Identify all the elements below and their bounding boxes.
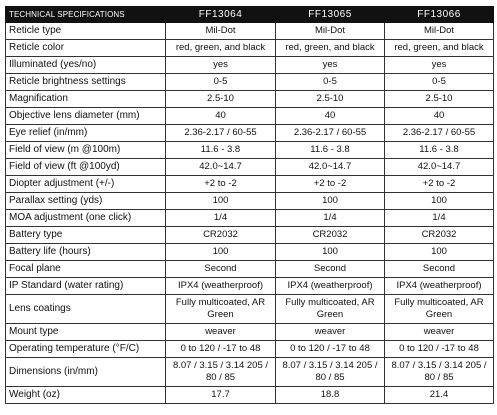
model-header-2: FF13065 xyxy=(276,7,385,23)
spec-value: red, green, and black xyxy=(276,40,385,57)
spec-value: IPX4 (weatherproof) xyxy=(385,278,494,295)
table-row xyxy=(6,91,494,108)
spec-value: 42.0~14.7 xyxy=(166,159,276,176)
spec-value: 18.8 xyxy=(276,387,385,404)
spec-label: Objective lens diameter (mm) xyxy=(6,108,166,125)
spec-value: 100 xyxy=(276,193,385,210)
spec-label: IP Standard (water rating) xyxy=(6,278,166,295)
spec-value: +2 to -2 xyxy=(166,176,276,193)
spec-value: 2.36-2.17 / 60-55 xyxy=(385,125,494,142)
spec-label: Magnification xyxy=(6,91,166,108)
table-row xyxy=(6,193,494,210)
spec-label: Mount type xyxy=(6,324,166,341)
spec-label: Operating temperature (°F/C) xyxy=(6,341,166,358)
spec-label: MOA adjustment (one click) xyxy=(6,210,166,227)
spec-value: 0-5 xyxy=(166,74,276,91)
model-header-3: FF13066 xyxy=(385,7,494,23)
spec-value: 1/4 xyxy=(385,210,494,227)
spec-label: Eye relief (in/mm) xyxy=(6,125,166,142)
spec-value: Second xyxy=(385,261,494,278)
table-row xyxy=(6,341,494,358)
spec-label: Field of view (m @100m) xyxy=(6,142,166,159)
spec-value: 0 to 120 / -17 to 48 xyxy=(276,341,385,358)
table-row xyxy=(6,295,494,324)
table-row xyxy=(6,40,494,57)
spec-value: 2.5-10 xyxy=(385,91,494,108)
spec-value: 40 xyxy=(385,108,494,125)
table-row xyxy=(6,57,494,74)
spec-value: 0 to 120 / -17 to 48 xyxy=(166,341,276,358)
spec-value: 2.5-10 xyxy=(166,91,276,108)
table-row xyxy=(6,210,494,227)
spec-value: weaver xyxy=(276,324,385,341)
spec-value: 2.36-2.17 / 60-55 xyxy=(166,125,276,142)
table-row xyxy=(6,23,494,40)
spec-label: Parallax setting (yds) xyxy=(6,193,166,210)
spec-value: 8.07 / 3.15 / 3.14 205 / 80 / 85 xyxy=(385,358,494,387)
spec-value: 11.6 - 3.8 xyxy=(166,142,276,159)
spec-value: 100 xyxy=(385,193,494,210)
spec-value: Mil-Dot xyxy=(166,23,276,40)
spec-value: 1/4 xyxy=(276,210,385,227)
spec-label: Reticle brightness settings xyxy=(6,74,166,91)
spec-value: +2 to -2 xyxy=(276,176,385,193)
spec-value: 0-5 xyxy=(276,74,385,91)
table-header-row xyxy=(6,7,494,23)
spec-value: 40 xyxy=(276,108,385,125)
table-row xyxy=(6,108,494,125)
technical-specifications-table xyxy=(5,6,494,404)
table-row xyxy=(6,227,494,244)
spec-value: 100 xyxy=(385,244,494,261)
spec-value: 11.6 - 3.8 xyxy=(385,142,494,159)
spec-value: 100 xyxy=(276,244,385,261)
spec-value: 0-5 xyxy=(385,74,494,91)
spec-value: 8.07 / 3.15 / 3.14 205 / 80 / 85 xyxy=(166,358,276,387)
table-row xyxy=(6,324,494,341)
spec-label: Field of view (ft @100yd) xyxy=(6,159,166,176)
spec-value: 42.0~14.7 xyxy=(276,159,385,176)
spec-label: Battery life (hours) xyxy=(6,244,166,261)
spec-value: Second xyxy=(166,261,276,278)
spec-value: 21.4 xyxy=(385,387,494,404)
spec-value: Mil-Dot xyxy=(385,23,494,40)
spec-value: 100 xyxy=(166,244,276,261)
spec-value: yes xyxy=(166,57,276,74)
spec-label: Illuminated (yes/no) xyxy=(6,57,166,74)
spec-value: CR2032 xyxy=(166,227,276,244)
spec-value: 11.6 - 3.8 xyxy=(276,142,385,159)
spec-value: 100 xyxy=(166,193,276,210)
spec-value: yes xyxy=(276,57,385,74)
spec-value: 1/4 xyxy=(166,210,276,227)
spec-label: Dimensions (in/mm) xyxy=(6,358,166,387)
table-row xyxy=(6,387,494,404)
spec-table-body xyxy=(6,23,494,404)
spec-value: +2 to -2 xyxy=(385,176,494,193)
spec-value: IPX4 (weatherproof) xyxy=(276,278,385,295)
table-row xyxy=(6,142,494,159)
table-row xyxy=(6,358,494,387)
model-header-1: FF13064 xyxy=(166,7,276,23)
spec-value: Mil-Dot xyxy=(276,23,385,40)
table-row xyxy=(6,159,494,176)
spec-value: IPX4 (weatherproof) xyxy=(166,278,276,295)
spec-label: Reticle color xyxy=(6,40,166,57)
table-row xyxy=(6,176,494,193)
spec-value: Fully multicoated, AR Green xyxy=(385,295,494,324)
spec-value: Second xyxy=(276,261,385,278)
spec-value: CR2032 xyxy=(385,227,494,244)
spec-label: Diopter adjustment (+/-) xyxy=(6,176,166,193)
spec-label: Focal plane xyxy=(6,261,166,278)
table-row xyxy=(6,261,494,278)
table-row xyxy=(6,74,494,91)
spec-value: 0 to 120 / -17 to 48 xyxy=(385,341,494,358)
spec-value: CR2032 xyxy=(276,227,385,244)
spec-value: yes xyxy=(385,57,494,74)
spec-value: weaver xyxy=(385,324,494,341)
spec-label: Battery type xyxy=(6,227,166,244)
spec-value: weaver xyxy=(166,324,276,341)
spec-table-container xyxy=(5,6,493,404)
table-row xyxy=(6,278,494,295)
header-label: TECHNICAL SPECIFICATIONS xyxy=(6,7,166,23)
spec-value: red, green, and black xyxy=(166,40,276,57)
spec-value: Fully multicoated, AR Green xyxy=(276,295,385,324)
spec-label: Weight (oz) xyxy=(6,387,166,404)
spec-value: 2.5-10 xyxy=(276,91,385,108)
spec-value: 42.0~14.7 xyxy=(385,159,494,176)
table-row xyxy=(6,125,494,142)
spec-value: 8.07 / 3.15 / 3.14 205 / 80 / 85 xyxy=(276,358,385,387)
spec-label: Lens coatings xyxy=(6,295,166,324)
spec-value: 2.36-2.17 / 60-55 xyxy=(276,125,385,142)
spec-label: Reticle type xyxy=(6,23,166,40)
spec-value: red, green, and black xyxy=(385,40,494,57)
spec-value: Fully multicoated, AR Green xyxy=(166,295,276,324)
spec-value: 40 xyxy=(166,108,276,125)
table-row xyxy=(6,244,494,261)
spec-value: 17.7 xyxy=(166,387,276,404)
